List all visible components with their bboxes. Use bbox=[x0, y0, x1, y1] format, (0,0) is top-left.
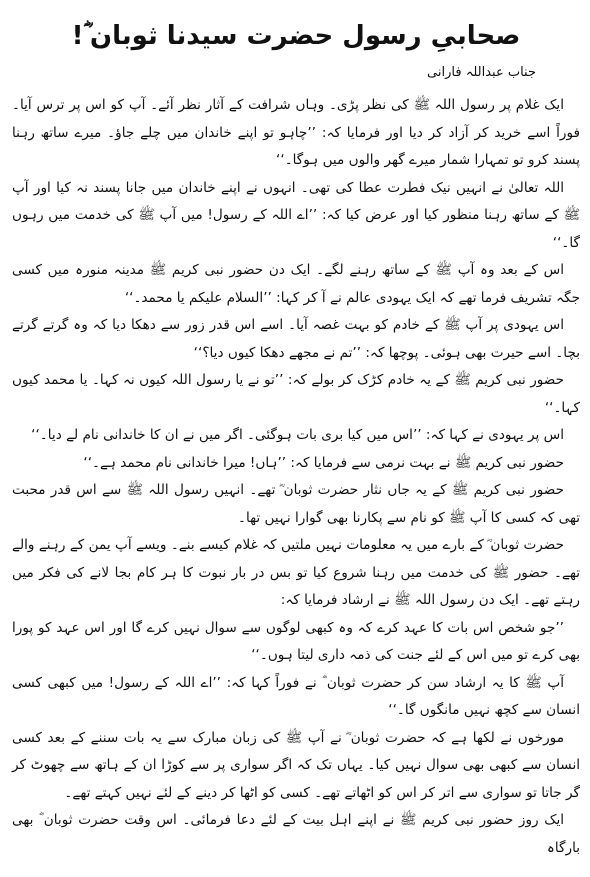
paragraph: اس کے بعد وہ آپ ﷺ کے ساتھ رہنے لگے۔ ایک دن حضور نبی کریم ﷺ مدینہ منورہ میں کسی جگہ تشریف فرما تھے کہ ایک یہودی عالم نے آ کر کہا: ’’السلام علیکم یا محمد۔‘‘ bbox=[12, 262, 580, 306]
paragraph: حضور نبی کریم ﷺ کے یہ جاں نثار حضرت ثوبان ؓ تھے۔ انہیں رسول اللہ ﷺ سے اس قدر محبت تھی کہ کسی کا آپ ﷺ کو نام سے پکارنا بھی گوارا نہیں تھا۔ bbox=[12, 482, 580, 526]
paragraph: حضور نبی کریم ﷺ نے بہت نرمی سے فرمایا کہ: ’’ہاں! میرا خاندانی نام محمد ہے۔‘‘ bbox=[83, 454, 564, 471]
paragraph: اس یہودی پر آپ ﷺ کے خادم کو بہت غصہ آیا۔ اسے اس قدر زور سے دھکا دیا کہ وہ گرتے گرتے بچا۔ اسے حیرت بھی ہوئی۔ پوچھا کہ: ’’تم نے مجھے دھکا کیوں دیا؟‘‘ bbox=[12, 317, 580, 361]
quote-paragraph: ’’جو شخص اس بات کا عہد کرے کہ وہ کبھی لوگوں سے سوال نہیں کرے گا اور اس عہد کو پورا بھی کرے تو میں اس کے لئے جنت کی ذمہ داری لیتا ہوں۔‘‘ bbox=[12, 619, 580, 663]
paragraph: حضرت ثوبان ؓ کے بارے میں یہ معلومات نہیں ملتیں کہ غلام کیسے بنے۔ ویسے آپ یمن کے رہنے والے تھے۔ حضور ﷺ کی خدمت میں رہنا شروع کیا تو بس در بار نبوت کا ہر کام بجا لانے کی فکر میں رہتے تھے۔ ایک دن رسول اللہ ﷺ نے ارشاد فرمایا کہ: bbox=[12, 537, 580, 608]
paragraph: اس پر یہودی نے کہا کہ: ’’اس میں کیا بری بات ہوگئی۔ اگر میں نے ان کا خاندانی نام لے دیا۔‘‘ bbox=[31, 427, 564, 443]
author-byline: جناب عبداللہ فارانی bbox=[427, 65, 536, 80]
paragraph: حضور نبی کریم ﷺ کے یہ خادم کڑک کر بولے کہ: ’’تو نے یا رسول اللہ کیوں نہ کہا۔ یا محمد کیوں کہا۔‘‘ bbox=[12, 372, 580, 416]
article-title: صحابیِ رسول حضرت سیدنا ثوبان ؓ! bbox=[71, 21, 521, 51]
paragraph: مورخوں نے لکھا ہے کہ حضرت ثوبان ؓ نے آپ ﷺ کی زبان مبارک سے یہ بات سننے کے بعد کسی انسان سے کبھی بھی سوال نہیں کیا۔ یہاں تک کہ اگر سواری پر سے کوڑا ان کے ہاتھ سے چھوٹ کر گر جاتا تو سواری سے اتر کر اس کو اٹھاتے تھے۔ کسی کو اٹھا کر دینے کے لئے نہیں کہتے تھے۔ bbox=[12, 729, 580, 801]
article-body bbox=[12, 92, 580, 862]
paragraph: اللہ تعالیٰ نے انہیں نیک فطرت عطا کی تھی۔ انہوں نے اپنے خاندان میں جانا پسند نہ کیا اور آپ ﷺ کے ساتھ رہنا منظور کیا اور عرض کیا کہ: ’’اے اللہ کے رسول! میں آپ ﷺ کی خدمت میں رہوں گا۔‘‘ bbox=[12, 179, 580, 251]
paragraph: آپ ﷺ کا یہ ارشاد سن کر حضرت ثوبان ؓ نے فوراً کہا کہ: ’’اے اللہ کے رسول! میں کبھی کسی انسان سے کچھ نہیں مانگوں گا۔‘‘ bbox=[12, 674, 580, 718]
paragraph: ایک روز حضور نبی کریم ﷺ نے اپنے اہل بیت کے لئے دعا فرمائی۔ اس وقت حضرت ثوبان ؓ بھی بارگاہ bbox=[12, 812, 580, 856]
paragraph: ایک غلام پر رسول اللہ ﷺ کی نظر پڑی۔ وہاں شرافت کے آثار نظر آئے۔ آپ کو اس پر ترس آیا۔ فوراً اسے خرید کر آزاد کر دیا اور فرمایا کہ: ’’چاہو تو اپنے خاندان میں چلے جاؤ۔ میرے ساتھ رہنا پسند کرو تو تمہارا شمار میرے گھر والوں میں ہوگا۔‘‘ bbox=[12, 97, 580, 168]
